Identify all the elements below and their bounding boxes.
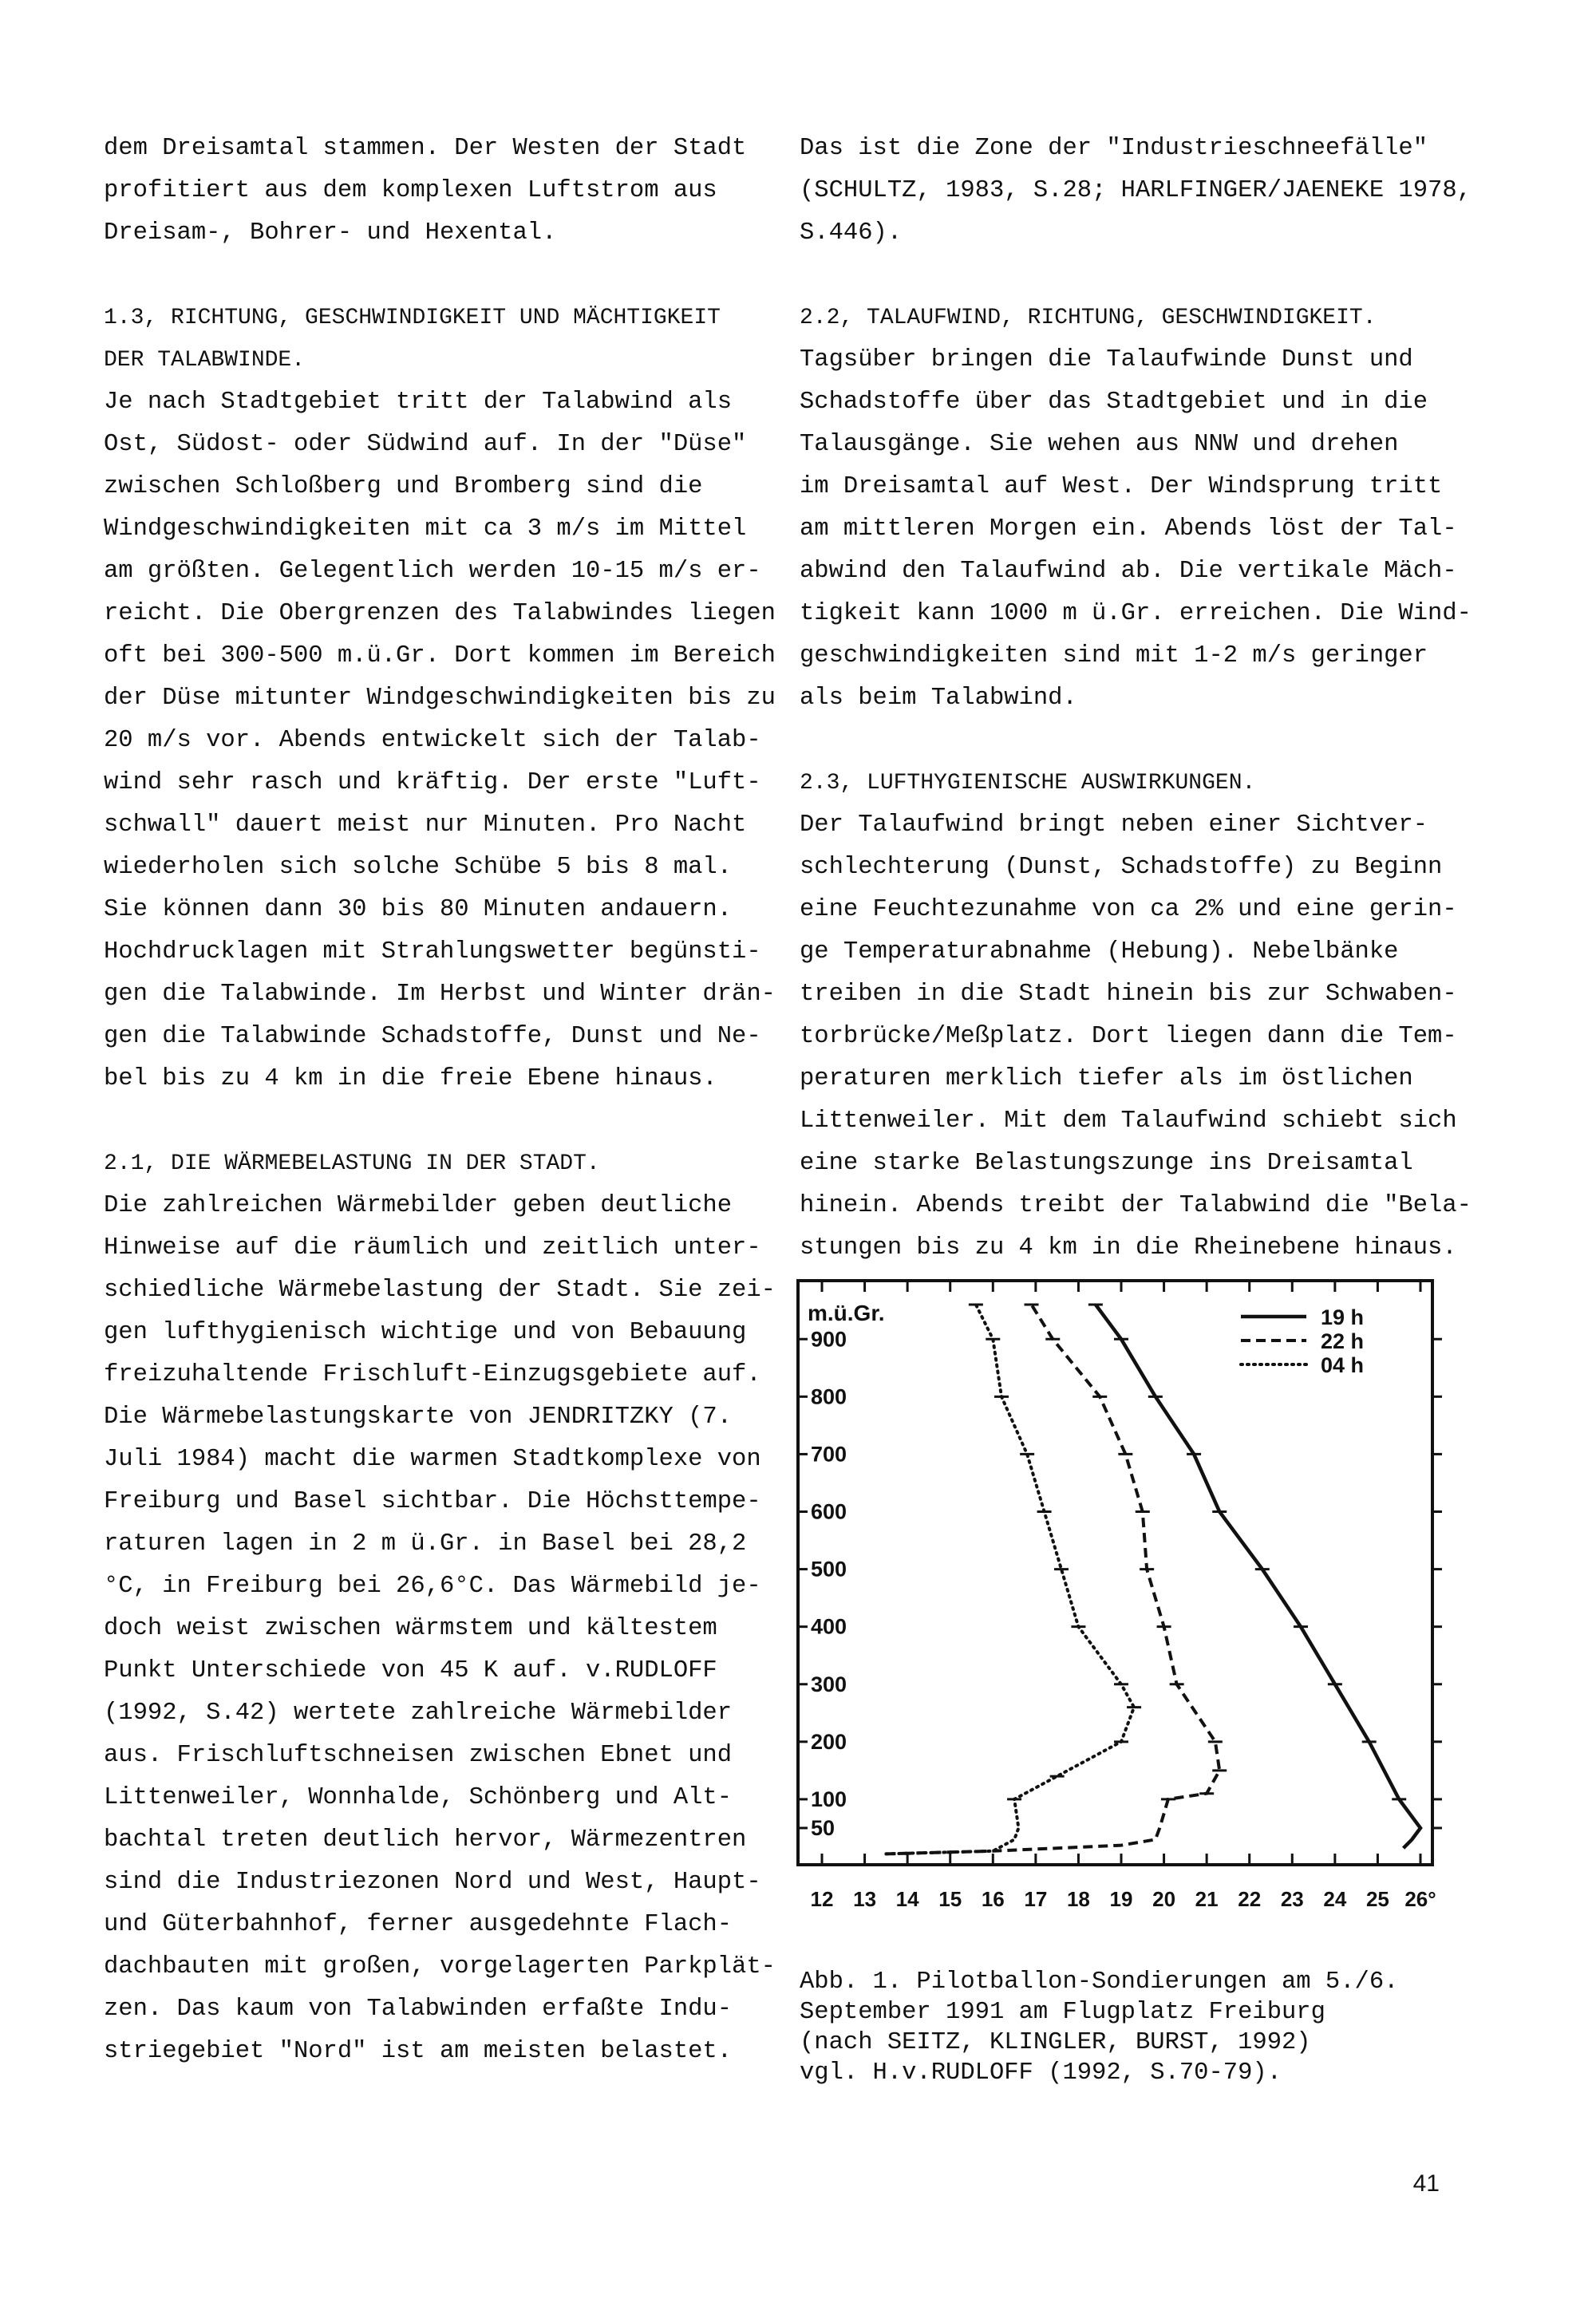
y-tick-label: 700 [811, 1442, 847, 1467]
y-tick-label: 300 [811, 1672, 847, 1696]
caption-text: Abb. 1. Pilotballon-Sondierungen am 5./6. September 1991 am Flugplatz Freiburg (nach SEITZ, KLINGLER, BURST, 1992) vgl. H.v.RUDLOFF (1992, S.70-79). [800, 1968, 1399, 2087]
x-tick-label: 20 [1152, 1887, 1176, 1911]
series-line-dashed [886, 1305, 1219, 1854]
y-tick-label: 50 [811, 1815, 836, 1840]
x-tick-label: 14 [895, 1887, 919, 1911]
legend-label: 19 h [1321, 1305, 1365, 1329]
x-tick-label: 12 [810, 1887, 834, 1911]
series-line-solid [1096, 1305, 1420, 1848]
y-tick-label: 500 [811, 1557, 847, 1581]
x-tick-label: 25 [1365, 1887, 1389, 1911]
paragraph-2-3: Der Talaufwind bringt neben einer Sichtver- schlechterung (Dunst, Schadstoffe) zu Beginn eine Feuchtezunahme von ca 2% und eine gerin- ge Temperaturabnahme (Hebung). Nebelbänke treiben in die Stadt hinein bis zur Schwaben- torbrücke/Meßplatz. Dort liegen dann die Tem- peraturen merklich tiefer als im östlichen Littenweiler. Mit dem Talaufwind schiebt sich eine starke Belastungszunge ins Dreisamtal hinein. Abends treibt der Talabwind die "Bela- stungen bis zu 4 km in die Rheinebene hinaus. [800, 811, 1472, 1262]
section-heading-2-2: 2.2, TALAUFWIND, RICHTUNG, GESCHWINDIGKEIT. [800, 306, 1377, 330]
y-tick-label: 100 [811, 1787, 847, 1811]
x-tick-label: 26° [1404, 1887, 1436, 1911]
paragraph-continuation-right: Das ist die Zone der "Industrieschneefälle" (SCHULTZ, 1983, S.28; HARLFINGER/JAENEKE 1978, S.446). [800, 135, 1472, 247]
paragraph-1-3: Je nach Stadtgebiet tritt der Talabwind als Ost, Südost- oder Südwind auf. In der "Düse" zwischen Schloßberg und Bromberg sind die Windgeschwindigkeiten mit ca 3 m/s im Mittel am größten. Gelegentlich werden 10-15 m/s er- reicht. Die Obergrenzen des Talabwindes liegen oft bei 300-500 m.ü.Gr. Dort kommen im Bereich der Düse mitunter Windgeschwindigkeiten bis zu 20 m/s vor. Abends entwickelt sich der Talab- wind sehr rasch und kräftig. Der erste "Luft- schwall" dauert meist nur Minuten. Pro Nacht wiederholen sich solche Schübe 5 bis 8 mal. Sie können dann 30 bis 80 Minuten andauern. Hochdrucklagen mit Strahlungswetter begünsti- gen die Talabwinde. Im Herbst und Winter drän- gen die Talabwinde Schadstoffe, Dunst und Ne- bel bis zu 4 km in die freie Ebene hinaus. [104, 389, 776, 1092]
sounding-figure [774, 1265, 1444, 1935]
paragraph-continuation-left: dem Dreisamtal stammen. Der Westen der Stadt profitiert aus dem komplexen Luftstrom aus Dreisam-, Bohrer- und Hexental. [104, 135, 747, 247]
legend-label: 04 h [1321, 1353, 1365, 1377]
x-tick-label: 18 [1066, 1887, 1090, 1911]
sounding-chart [774, 1265, 1444, 1935]
y-tick-label: 400 [811, 1614, 847, 1639]
x-tick-label: 23 [1280, 1887, 1304, 1911]
section-heading-1-3: 1.3, RICHTUNG, GESCHWINDIGKEIT UND MÄCHTIGKEIT DER TALABWINDE. [104, 306, 721, 373]
paragraph-2-2: Tagsüber bringen die Talaufwinde Dunst und Schadstoffe über das Stadtgebiet und in die Talausgänge. Sie wehen aus NNW und drehen im Dreisamtal auf West. Der Windsprung tritt am mittleren Morgen ein. Abends löst der Tal- abwind den Talaufwind ab. Die vertikale Mäch- tigkeit kann 1000 m ü.Gr. erreichen. Die Wind- geschwindigkeiten sind mit 1-2 m/s geringer als beim Talabwind. [800, 346, 1472, 712]
series-line-dotted [886, 1305, 1134, 1854]
right-column [800, 128, 1494, 1269]
figure-caption [800, 1967, 1454, 2088]
x-tick-label: 13 [853, 1887, 877, 1911]
y-tick-label: 900 [811, 1327, 847, 1352]
legend-label: 22 h [1321, 1329, 1365, 1353]
x-tick-label: 15 [938, 1887, 962, 1911]
x-tick-label: 19 [1109, 1887, 1133, 1911]
section-heading-2-3: 2.3, LUFTHYGIENISCHE AUSWIRKUNGEN. [800, 771, 1256, 796]
x-tick-label: 16 [981, 1887, 1005, 1911]
x-tick-label: 21 [1195, 1887, 1219, 1911]
y-tick-label: 800 [811, 1384, 847, 1409]
y-tick-label: 200 [811, 1729, 847, 1754]
x-tick-label: 24 [1323, 1887, 1347, 1911]
section-heading-2-1: 2.1, DIE WÄRMEBELASTUNG IN DER STADT. [104, 1151, 600, 1176]
x-tick-label: 22 [1238, 1887, 1262, 1911]
page-number: 41 [1412, 2170, 1440, 2197]
y-tick-label: 600 [811, 1499, 847, 1524]
paragraph-2-1: Die zahlreichen Wärmebilder geben deutliche Hinweise auf die räumlich und zeitlich unter- schiedliche Wärmebelastung der Stadt. Sie zei- gen lufthygienisch wichtige und von Bebauung freizuhaltende Frischluft-Einzugsgebiete auf. Die Wärmebelastungskarte von JENDRITZKY (7. Juli 1984) macht die warmen Stadtkomplexe von Freiburg und Basel sichtbar. Die Höchsttempe- raturen lagen in 2 m ü.Gr. in Basel bei 28,2 °C, in Freiburg bei 26,6°C. Das Wärmebild je- doch weist zwischen wärmstem und kältestem Punkt Unterschiede von 45 K auf. v.RUDLOFF (1992, S.42) wertete zahlreiche Wärmebilder aus. Frischluftschneisen zwischen Ebnet und Littenweiler, Wonnhalde, Schönberg und Alt- bachtal treten deutlich hervor, Wärmezentren sind die Industriezonen Nord und West, Haupt- und Güterbahnhof, ferner ausgedehnte Flach- dachbauten mit großen, vorgelagerten Parkplät- zen. Das kaum von Talabwinden erfaßte Indu- striegebiet "Nord" ist am meisten belastet. [104, 1192, 776, 2065]
y-axis-label: m.ü.Gr. [808, 1301, 885, 1325]
x-tick-label: 17 [1024, 1887, 1048, 1911]
left-column [104, 128, 798, 2073]
